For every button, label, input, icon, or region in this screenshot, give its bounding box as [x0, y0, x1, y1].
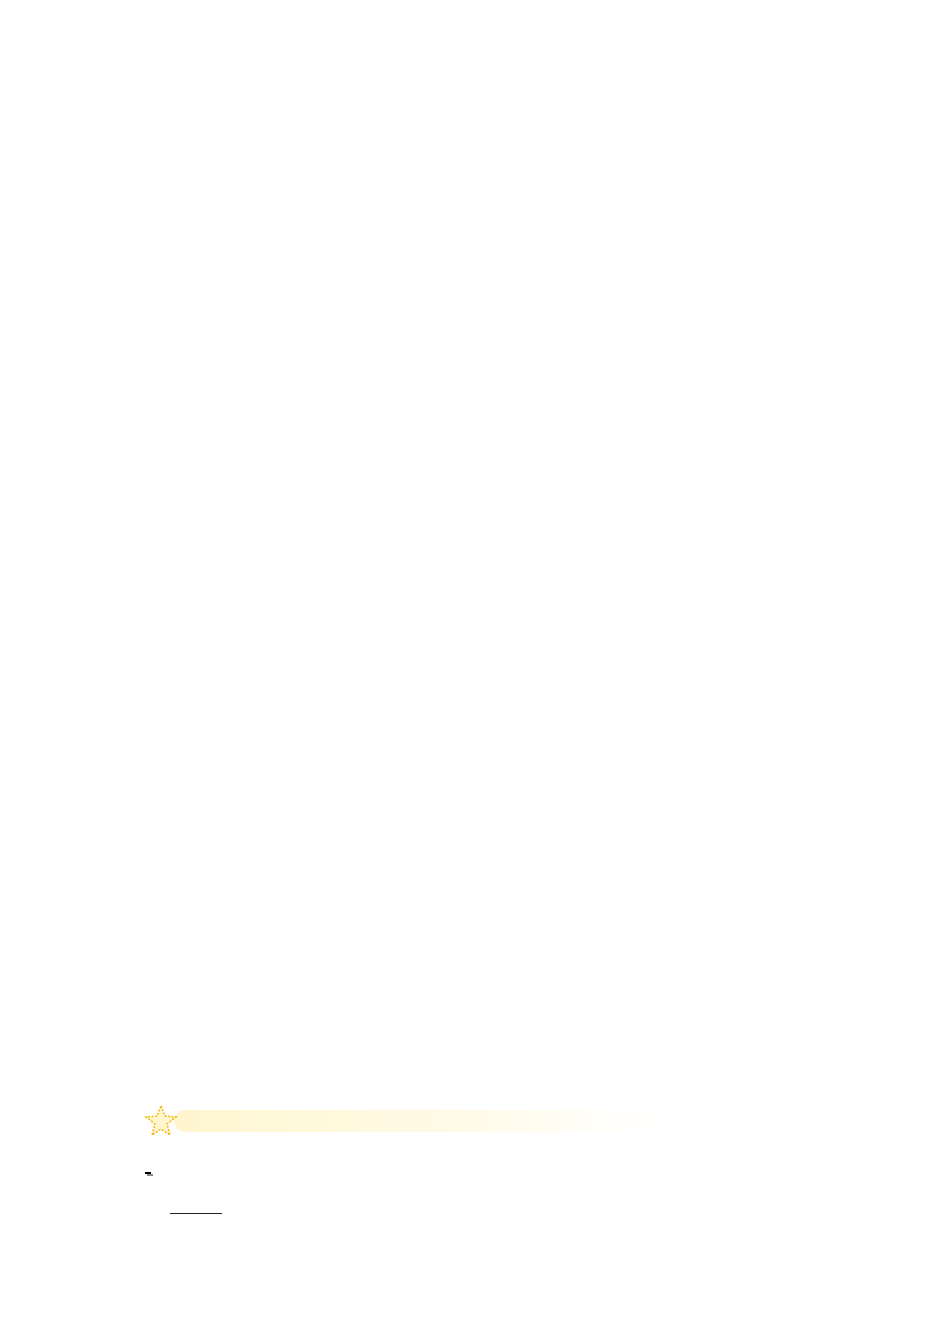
question-number	[145, 1172, 151, 1174]
star-icon	[144, 1104, 178, 1138]
section-banner	[150, 1106, 658, 1136]
answer-blank[interactable]	[170, 1199, 222, 1214]
section-banner-bg	[174, 1110, 658, 1132]
question-3340-line1	[145, 1160, 153, 1178]
question-3340-line2	[170, 1196, 222, 1214]
